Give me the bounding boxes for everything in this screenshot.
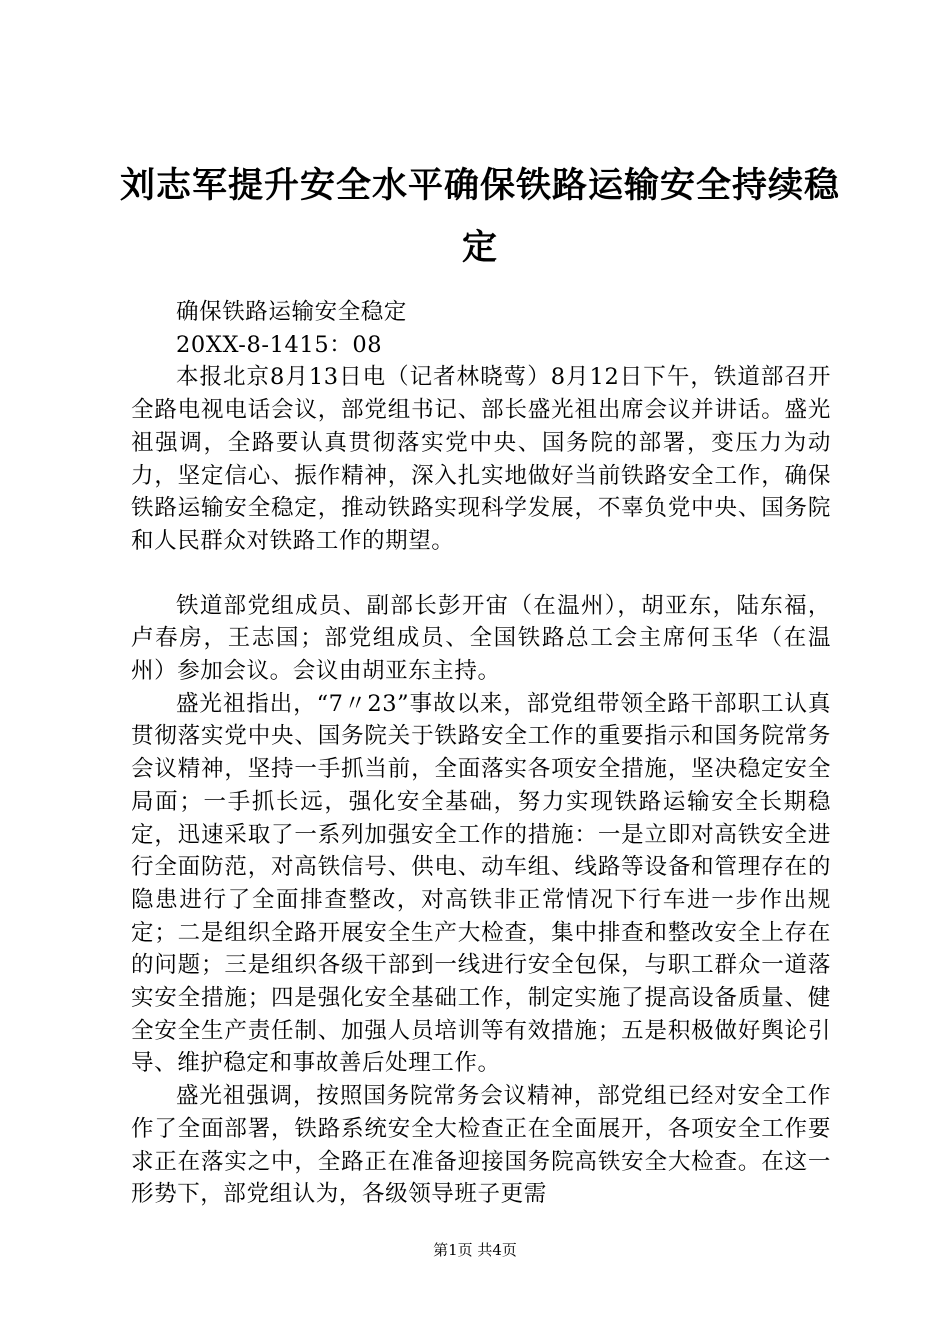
page-footer: 第1页 共4页	[433, 1241, 517, 1259]
document-body	[131, 296, 831, 1211]
document-title: 刘志军提升安全水平确保铁路运输安全持续稳定	[120, 165, 841, 268]
document-subtitle: 确保铁路运输安全稳定	[176, 299, 408, 325]
paragraph-1: 本报北京8月13日电（记者林晓莺）8月12日下午，铁道部召开全路电视电话会议，部党组书记、部长盛光祖出席会议并讲话。盛光祖强调，全路要认真贯彻落实党中央、国务院的部署，变压力为动力，坚定信心、振作精神，深入扎实地做好当前铁路安全工作，确保铁路运输安全稳定，推动铁路实现科学发展，不辜负党中央、国务院和人民群众对铁路工作的期望。	[131, 364, 831, 554]
paragraph-2: 铁道部党组成员、副部长彭开宙（在温州），胡亚东，陆东福，卢春房，王志国；部党组成员、全国铁路总工会主席何玉华（在温州）参加会议。会议由胡亚东主持。	[131, 592, 831, 685]
paragraph-3: 盛光祖指出，“7〃23”事故以来，部党组带领全路干部职工认真贯彻落实党中央、国务院关于铁路安全工作的重要指示和国务院常务会议精神，坚持一手抓当前，全面落实各项安全措施，坚决稳定安全局面；一手抓长远，强化安全基础，努力实现铁路运输安全长期稳定，迅速采取了一系列加强安全工作的措施：一是立即对高铁安全进行全面防范，对高铁信号、供电、动车组、线路等设备和管理存在的隐患进行了全面排查整改，对高铁非正常情况下行车进一步作出规定；二是组织全路开展安全生产大检查，集中排查和整改安全上存在的问题；三是组织各级干部到一线进行安全包保，与职工群众一道落实安全措施；四是强化安全基础工作，制定实施了提高设备质量、健全安全生产责任制、加强人员培训等有效措施；五是积极做好舆论引导、维护稳定和事故善后处理工作。	[131, 690, 831, 1077]
paragraph-4: 盛光祖强调，按照国务院常务会议精神，部党组已经对安全工作作了全面部署，铁路系统安全大检查正在全面展开，各项安全工作要求正在落实之中，全路正在准备迎接国务院高铁安全大检查。在这一形势下，部党组认为，各级领导班子更需	[131, 1083, 831, 1208]
document-datetime: 20XX-8-1415：08	[176, 331, 383, 358]
